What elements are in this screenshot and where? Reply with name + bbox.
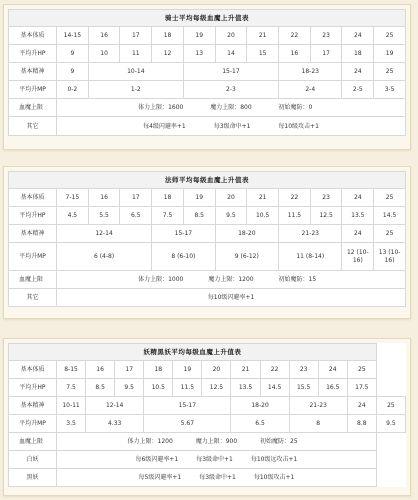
table-cell: 7-15 (57, 189, 89, 207)
bonus-text: 每4级闪避率+1 (143, 122, 186, 130)
mp-max: 魔力上限：1200 (183, 271, 278, 289)
table-cell: 14.5 (374, 207, 406, 225)
table-cell: 18 (144, 361, 173, 379)
table-cell: 20 (215, 27, 247, 45)
table-cell: 15-17 (183, 63, 278, 81)
table-cell: 4.33 (86, 415, 144, 433)
knight-panel (3, 4, 411, 150)
row-label: 血魔上限 (9, 433, 57, 451)
table-cell: 19 (173, 361, 202, 379)
table-cell: 20 (202, 361, 231, 379)
row-label: 血魔上限 (9, 271, 57, 289)
bonus-text: 每10级闪避率+1 (57, 289, 406, 307)
bonus-text: 每3级命中+1 (196, 456, 233, 463)
table-cell: 9.5 (115, 379, 144, 397)
initial-ac: 初始魔防：25 (260, 433, 376, 451)
row-label: 其它 (9, 117, 57, 136)
bonus-text: 每10级攻击+1 (253, 474, 295, 481)
table-cell: 7.5 (57, 379, 86, 397)
table-cell: 19 (183, 27, 215, 45)
table-cell: 9 (57, 63, 89, 81)
table-cell: 16 (88, 27, 120, 45)
table-cell: 25 (374, 27, 406, 45)
row-label: 黑妖 (9, 469, 57, 487)
table-cell: 9.5 (376, 415, 405, 433)
bonus-text: 每3级命中+1 (213, 122, 251, 130)
table-cell: 23 (310, 27, 342, 45)
table-cell: 10.5 (144, 379, 173, 397)
table-cell: 24 (318, 361, 347, 379)
row-label: 平均升HP (9, 207, 57, 225)
table-cell: 18 (152, 189, 184, 207)
table-cell: 25 (374, 225, 406, 243)
row-label: 血魔上限 (9, 99, 57, 117)
table-cell: 16 (279, 45, 311, 63)
table-cell: 12 (10-16) (342, 243, 374, 271)
table-cell: 24 (342, 225, 374, 243)
bonus-text: 每5级闪避率+1 (138, 474, 182, 481)
table-cell: 20 (215, 189, 247, 207)
table-cell: 18-23 (279, 63, 342, 81)
table-cell: 15-17 (144, 397, 231, 415)
table-cell: 10-14 (88, 63, 183, 81)
table-cell: 24 (342, 189, 374, 207)
row-label: 基本精神 (9, 63, 57, 81)
table-cell: 6.5 (120, 207, 152, 225)
table-cell: 11 (120, 45, 152, 63)
bonus-cell (57, 469, 377, 487)
table-cell: 21 (247, 189, 279, 207)
table-cell: 22 (260, 361, 289, 379)
table-cell: 16 (88, 189, 120, 207)
table-cell: 6 (4-8) (57, 243, 152, 271)
bonus-text: 每10级远攻击+1 (250, 456, 298, 463)
table-cell: 14-15 (57, 27, 89, 45)
table-cell: 23 (289, 361, 318, 379)
table-cell: 21 (247, 27, 279, 45)
table-cell: 21 (231, 361, 260, 379)
table-cell: 3.5 (57, 415, 86, 433)
hp-max: 体力上限：1600 (57, 99, 184, 117)
table-title: 法师平均每级血魔上升值表 (9, 172, 406, 189)
row-label: 基本体质 (9, 361, 57, 379)
table-cell: 11.5 (173, 379, 202, 397)
table-cell: 19 (374, 45, 406, 63)
table-cell: 9 (57, 45, 89, 63)
table-cell: 7.5 (152, 207, 184, 225)
table-cell: 12.5 (310, 207, 342, 225)
table-cell: 11.5 (279, 207, 311, 225)
table-cell: 8-15 (57, 361, 86, 379)
row-label: 基本体质 (9, 27, 57, 45)
mage-table (8, 171, 406, 307)
knight-table (8, 9, 406, 136)
mage-panel (3, 166, 411, 319)
bonus-cell (57, 451, 377, 469)
table-cell: 1-2 (88, 81, 183, 99)
table-cell: 15 (247, 45, 279, 63)
table-cell: 22 (279, 27, 311, 45)
table-cell: 8 (6-10) (152, 243, 215, 271)
table-cell: 18-20 (231, 397, 289, 415)
row-label: 基本精神 (9, 397, 57, 415)
table-cell: 0-2 (57, 81, 89, 99)
table-cell: 17 (310, 45, 342, 63)
table-cell: 5.67 (144, 415, 231, 433)
table-cell: 25 (376, 397, 405, 415)
table-cell: 21-23 (289, 397, 347, 415)
table-cell: 10-11 (57, 397, 86, 415)
table-cell: 12-14 (57, 225, 152, 243)
row-label: 基本精神 (9, 225, 57, 243)
table-cell: 14.5 (260, 379, 289, 397)
elf-table (8, 343, 406, 487)
table-cell: 17 (115, 361, 144, 379)
table-cell: 13.5 (342, 207, 374, 225)
table-cell: 13 (10-16) (374, 243, 406, 271)
table-cell: 16 (86, 361, 115, 379)
table-cell: 8.5 (86, 379, 115, 397)
table-cell: 14 (215, 45, 247, 63)
table-cell: 19 (183, 189, 215, 207)
table-cell: 16.5 (318, 379, 347, 397)
hp-max: 体力上限：1000 (57, 271, 184, 289)
table-cell: 9.5 (215, 207, 247, 225)
table-cell: 15-17 (152, 225, 215, 243)
row-label: 基本体质 (9, 189, 57, 207)
table-cell: 24 (342, 27, 374, 45)
table-cell: 17 (120, 27, 152, 45)
table-cell: 17.5 (347, 379, 376, 397)
table-title: 骑士平均每级血魔上升值表 (9, 10, 406, 27)
row-label: 白妖 (9, 451, 57, 469)
initial-ac: 初始魔防：15 (279, 271, 406, 289)
mp-max: 魔力上限：900 (173, 433, 260, 451)
table-cell: 24 (347, 397, 376, 415)
table-cell: 15.5 (289, 379, 318, 397)
table-cell: 21-23 (279, 225, 342, 243)
table-cell: 5.5 (88, 207, 120, 225)
table-cell: 13.5 (231, 379, 260, 397)
table-cell: 12.5 (202, 379, 231, 397)
table-cell: 9 (6-12) (215, 243, 278, 271)
table-cell: 6.5 (231, 415, 289, 433)
table-cell: 2-4 (279, 81, 342, 99)
table-cell: 24 (342, 63, 374, 81)
table-cell: 8 (289, 415, 347, 433)
row-label: 平均升HP (9, 379, 57, 397)
bonus-text: 每3级命中+1 (199, 474, 236, 481)
table-cell: 25 (374, 189, 406, 207)
table-cell: 2-3 (183, 81, 278, 99)
table-cell: 10 (88, 45, 120, 63)
table-cell: 23 (310, 189, 342, 207)
initial-ac: 初始魔防：0 (279, 99, 406, 117)
table-cell: 25 (347, 361, 376, 379)
bonus-text: 每6级闪避率+1 (135, 456, 179, 463)
row-label: 平均升MP (9, 415, 57, 433)
mp-max: 魔力上限：800 (183, 99, 278, 117)
table-cell: 11 (8-14) (279, 243, 342, 271)
table-cell: 8.5 (183, 207, 215, 225)
row-label: 平均升MP (9, 243, 57, 271)
table-cell: 17 (120, 189, 152, 207)
table-cell: 12-14 (86, 397, 144, 415)
row-label: 平均升MP (9, 81, 57, 99)
row-label: 其它 (9, 289, 57, 307)
table-cell: 12 (152, 45, 184, 63)
table-cell: 18-20 (215, 225, 278, 243)
bonus-cell (57, 117, 406, 136)
table-cell: 25 (374, 63, 406, 81)
table-cell: 18 (342, 45, 374, 63)
table-cell: 13 (183, 45, 215, 63)
table-cell: 22 (279, 189, 311, 207)
table-cell: 2-5 (342, 81, 374, 99)
table-cell: 8.8 (347, 415, 376, 433)
table-cell: 3-5 (374, 81, 406, 99)
row-label: 平均升HP (9, 45, 57, 63)
table-cell: 4.5 (57, 207, 89, 225)
table-cell: 10.5 (247, 207, 279, 225)
elf-panel (3, 338, 411, 496)
table-title: 妖精黑妖平均每级血魔上升值表 (9, 344, 377, 361)
hp-max: 体力上限：1200 (57, 433, 173, 451)
bonus-text: 每10级攻击+1 (278, 122, 319, 130)
table-cell: 18 (152, 27, 184, 45)
